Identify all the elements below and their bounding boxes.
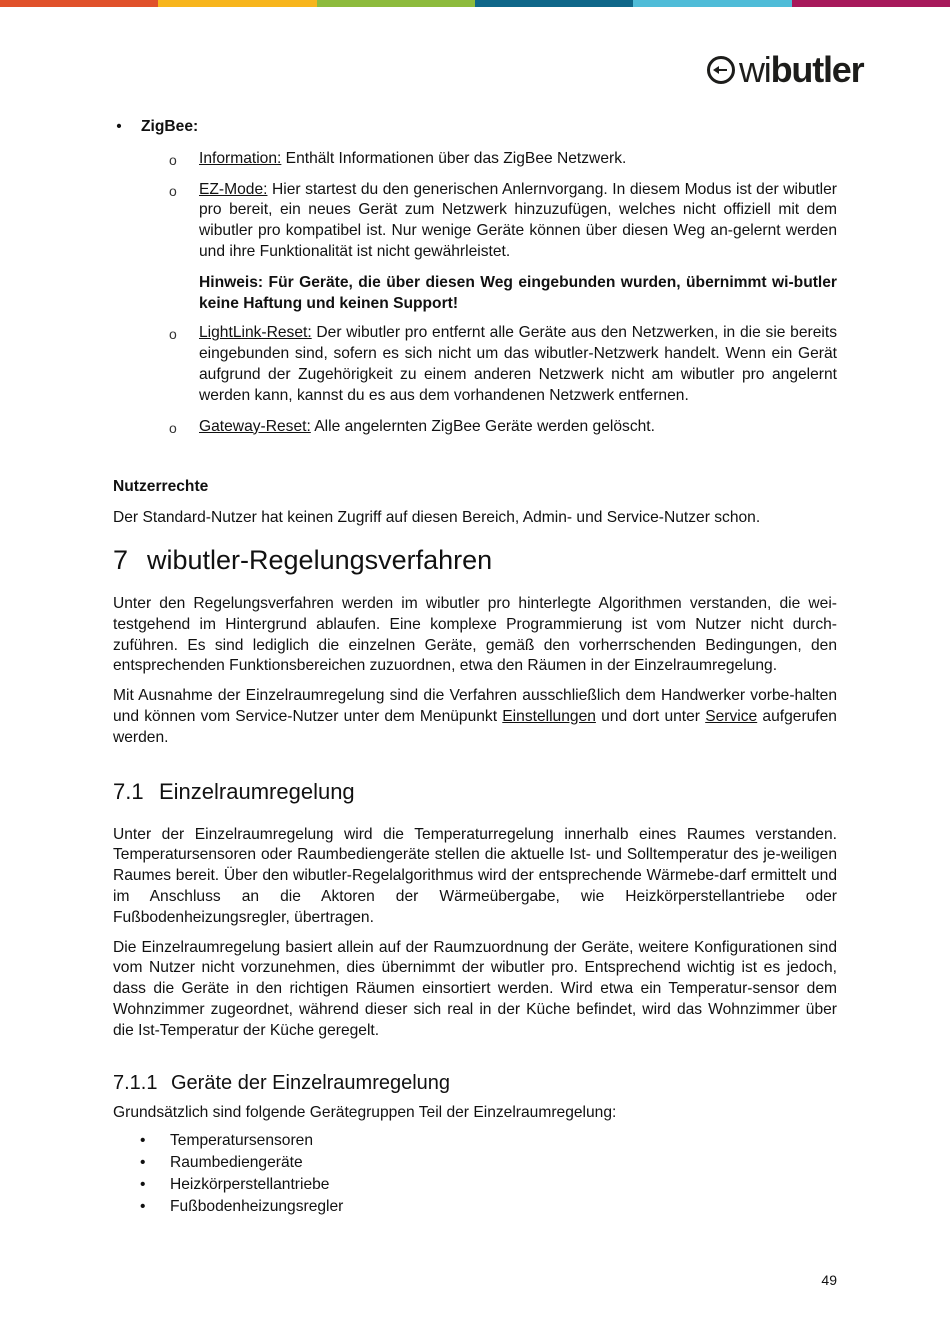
menu-link-einstellungen: Einstellungen bbox=[502, 707, 596, 725]
bullet-dot: • bbox=[140, 1154, 146, 1172]
list-item-label: Raumbediengeräte bbox=[170, 1154, 303, 1172]
zigbee-item-text bbox=[199, 149, 837, 170]
section-7-1-paragraph-1: Unter der Einzelraumregelung wird die Temperaturregelung innerhalb eines Raumes verstanden. Temperatursensoren oder Raumbediengeräte stellen die aktuelle Ist- und Solltemperatur des je-weiligen Raumes bereit. Über den wibutler-Regelalgorithmus wird der entsprechende Wärmebe-darf ermittelt und im Anschluss an die Aktoren der Wärmeübergabe, wie Heizkörperstellantriebe oder Fußbodenheizungsregler, übertragen. bbox=[113, 825, 837, 926]
section-title: Einzelraumregelung bbox=[159, 778, 355, 804]
zigbee-note: Hinweis: Für Geräte, die über diesen Weg eingebunden wurden, übernimmt wi-butler keine Haftung und keinen Support! bbox=[199, 273, 837, 312]
term-lightlink-reset: LightLink-Reset: bbox=[199, 324, 312, 342]
section-7-paragraph-1: Unter den Regelungsverfahren werden im wibutler pro hinterlegte Algorithmen verstanden, die wei-testgehend im Hintergrund ablaufen. Eine komplexe Programmierung ist vom Nutzer nicht durch-zuführen. Es sind lediglich die einzelnen Geräte, gemäß den vorherrschenden Bedingungen, den entsprechenden Funktionsbereichen zuzuordnen, etwa den Räumen in der Einzelraumregelung. bbox=[113, 594, 837, 675]
sub-bullet: o bbox=[169, 326, 177, 343]
item-description: Alle angelernten ZigBee Geräte werden gelöscht. bbox=[310, 417, 655, 435]
section-7-1-paragraph-2: Die Einzelraumregelung basiert allein auf der Raumzuordnung der Geräte, weitere Konfigurationen sind vom Nutzer nicht vorzunehmen, dies übernimmt der wibutler pro. Entsprechend wichtig ist es jedoch, dass die Geräte in den richtigen Räumen einsortiert werden. Wird etwa ein Temperatur-sensor dem Wohnzimmer zugeordnet, während dieser sich real in der Küche befindet, wird das Wohnzimmer über die Ist-Temperatur der Küche geregelt. bbox=[113, 938, 837, 1039]
logo-wi: wi bbox=[739, 49, 771, 90]
list-item bbox=[113, 1131, 837, 1153]
color-segment bbox=[475, 0, 633, 7]
term-information: Information: bbox=[199, 149, 282, 167]
header-color-bar bbox=[0, 0, 950, 7]
sub-bullet: o bbox=[169, 419, 177, 436]
color-segment bbox=[317, 0, 475, 7]
section-number: 7 bbox=[113, 544, 129, 575]
section-number: 7.1 bbox=[113, 778, 144, 804]
section-7-paragraph-2 bbox=[113, 686, 837, 748]
zigbee-item-text bbox=[199, 417, 837, 438]
nutzerrechte-heading: Nutzerrechte bbox=[113, 478, 209, 496]
text-run: und dort unter bbox=[595, 707, 706, 725]
section-number: 7.1.1 bbox=[113, 1071, 158, 1094]
list-item-label: Temperatursensoren bbox=[170, 1132, 314, 1150]
zigbee-item-gateway-reset bbox=[113, 417, 837, 438]
zigbee-item-text bbox=[199, 323, 837, 406]
sub-bullet: o bbox=[169, 182, 177, 199]
list-item bbox=[113, 1175, 837, 1197]
list-item bbox=[113, 1197, 837, 1219]
zigbee-title: ZigBee: bbox=[141, 118, 199, 135]
zigbee-bullet bbox=[113, 117, 837, 138]
item-description: Der wibutler pro entfernt alle Geräte aus den Netzwerken, in die sie bereits eingebunden sind, sofern es sich nicht um das wibutler-Netzwerk handelt. Wenn ein Gerät aufgrund der Zugehörigkeit zu einem anderen Netzwerk nicht am wibutler pro angelernt werden kann, kannst du es aus dem vorhandenen Netzwerk entfernen. bbox=[199, 324, 837, 404]
bullet-dot: • bbox=[140, 1132, 146, 1150]
logo-butler: butler bbox=[770, 49, 864, 90]
nutzerrechte-text: Der Standard-Nutzer hat keinen Zugriff auf diesen Bereich, Admin- und Service-Nutzer schon. bbox=[113, 509, 761, 527]
zigbee-item-information bbox=[113, 149, 837, 170]
list-item-label: Heizkörperstellantriebe bbox=[170, 1175, 330, 1193]
zigbee-item-lightlink-reset bbox=[113, 323, 837, 406]
zigbee-item-ez-mode bbox=[113, 180, 837, 263]
term-ez-mode: EZ-Mode: bbox=[199, 180, 268, 198]
section-7-heading bbox=[113, 544, 837, 576]
bullet-dot: • bbox=[140, 1175, 146, 1193]
wibutler-logo-icon bbox=[706, 55, 736, 85]
logo-wordmark bbox=[739, 49, 864, 90]
bullet-dot: • bbox=[140, 1197, 146, 1215]
menu-link-service: Service bbox=[705, 707, 758, 725]
item-description: Hier startest du den generischen Anlernvorgang. In diesem Modus ist der wibutler pro bereit, ein neues Gerät zum Netzwerk hinzuzufügen, welches nicht offiziell mit dem wibutler pro kompatibel ist. Nur wenige Geräte können über diesen Weg an-gelernt werden und ihre Funktionalität ist nicht gewährleistet. bbox=[199, 180, 837, 260]
page-number: 49 bbox=[821, 1272, 837, 1288]
sub-bullet: o bbox=[169, 151, 177, 168]
section-7-1-heading bbox=[113, 779, 837, 805]
wibutler-logo bbox=[706, 50, 863, 90]
device-group-list bbox=[113, 1131, 837, 1218]
color-segment bbox=[0, 0, 158, 7]
list-item bbox=[113, 1153, 837, 1175]
color-segment bbox=[158, 0, 316, 7]
bullet-dot: • bbox=[116, 118, 122, 135]
term-gateway-reset: Gateway-Reset: bbox=[199, 417, 311, 435]
section-7-1-1-heading bbox=[113, 1071, 837, 1095]
section-title: Geräte der Einzelraumregelung bbox=[171, 1071, 451, 1094]
item-description: Enthält Informationen über das ZigBee Netzwerk. bbox=[281, 149, 627, 167]
color-segment bbox=[633, 0, 791, 7]
page-content bbox=[113, 117, 837, 1218]
section-7-1-1-intro: Grundsätzlich sind folgende Gerätegruppen Teil der Einzelraumregelung: bbox=[113, 1103, 617, 1121]
color-segment bbox=[792, 0, 950, 7]
text-run: Mit Ausnahme der Einzelraumregelung sind die Verfahren ausschließlich dem Handwerker vorbe-halten und können vom Service-Nutzer unter dem Menüpunkt bbox=[113, 687, 837, 725]
zigbee-item-text bbox=[199, 180, 837, 263]
section-title: wibutler-Regelungsverfahren bbox=[147, 544, 493, 575]
list-item-label: Fußbodenheizungsregler bbox=[170, 1197, 344, 1215]
text-run: aufgerufen werden. bbox=[113, 707, 837, 746]
